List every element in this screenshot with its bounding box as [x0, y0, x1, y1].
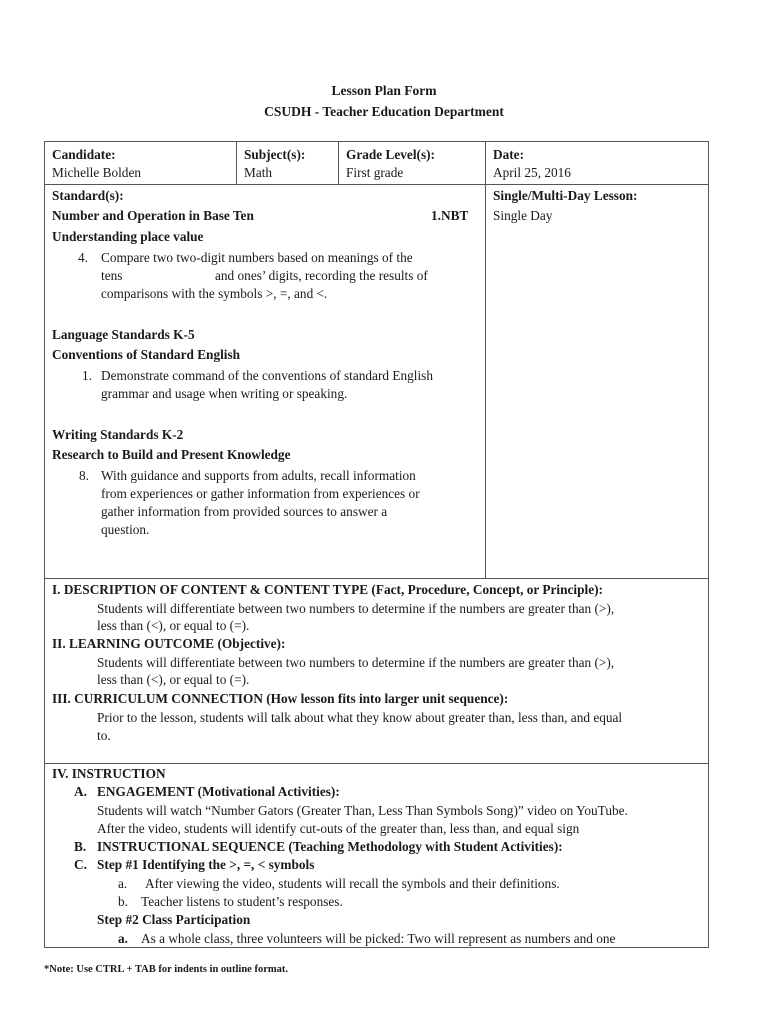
- math-standard-subheading: Understanding place value: [52, 229, 204, 244]
- instructional-sequence-heading: INSTRUCTIONAL SEQUENCE (Teaching Methodology with Student Activities):: [97, 839, 563, 854]
- language-standard-subheading: Conventions of Standard English: [52, 347, 241, 362]
- section2-line: less than (<), or equal to (=).: [97, 672, 250, 687]
- section2-line: Students will differentiate between two numbers to determine if the numbers are greater than (>),: [97, 655, 615, 670]
- language-item-line: Demonstrate command of the conventions of standard English: [101, 368, 433, 383]
- language-item-number: 1.: [82, 368, 92, 383]
- math-standard-code: 1.NBT: [431, 208, 469, 223]
- writing-item-line: question.: [101, 522, 150, 537]
- candidate-label: Candidate:: [52, 147, 116, 162]
- step1-b-label: b.: [118, 894, 128, 909]
- writing-standard-subheading: Research to Build and Present Knowledge: [52, 447, 291, 462]
- step2-heading: Step #2 Class Participation: [97, 912, 251, 927]
- writing-item-line: from experiences or gather information from experiences or: [101, 486, 420, 501]
- math-item-line: Compare two two-digit numbers based on meanings of the: [101, 250, 413, 265]
- section2-heading: II. LEARNING OUTCOME (Objective):: [52, 636, 286, 651]
- section4-heading: IV. INSTRUCTION: [52, 766, 166, 781]
- form-title: Lesson Plan Form: [331, 83, 437, 98]
- math-item-line: tens: [101, 268, 123, 283]
- section4-a-label: A.: [74, 784, 87, 799]
- writing-standard-heading: Writing Standards K-2: [52, 427, 184, 442]
- step1-a-text: After viewing the video, students will recall the symbols and their definitions.: [145, 876, 560, 891]
- engagement-line: Students will watch “Number Gators (Greater Than, Less Than Symbols Song)” video on YouTube.: [97, 803, 628, 818]
- math-item-line: comparisons with the symbols >, =, and <.: [101, 286, 328, 301]
- math-item-number: 4.: [78, 250, 88, 265]
- math-standard-heading: Number and Operation in Base Ten: [52, 208, 254, 223]
- section3-line: Prior to the lesson, students will talk about what they know about greater than, less than, and equal: [97, 710, 623, 725]
- footer-note: *Note: Use CTRL + TAB for indents in outline format.: [44, 964, 288, 975]
- date-label: Date:: [493, 147, 525, 162]
- section4-c-label: C.: [74, 857, 87, 872]
- step2-a-label: a.: [118, 931, 128, 946]
- subjects-value: Math: [244, 165, 273, 180]
- grade-value: First grade: [346, 165, 404, 180]
- step1-b-text: Teacher listens to student’s responses.: [141, 894, 343, 909]
- math-item-line: and ones’ digits, recording the results of: [215, 268, 428, 283]
- engagement-line: After the video, students will identify cut-outs of the greater than, less than, and equal sign: [97, 821, 580, 836]
- section4-b-label: B.: [74, 839, 87, 854]
- standards-label: Standard(s):: [52, 188, 124, 203]
- writing-item-number: 8.: [79, 468, 89, 483]
- section1-line: less than (<), or equal to (=).: [97, 618, 250, 633]
- date-value: April 25, 2016: [493, 165, 571, 180]
- language-standard-heading: Language Standards K-5: [52, 327, 195, 342]
- grade-label: Grade Level(s):: [346, 147, 435, 162]
- section1-heading: I. DESCRIPTION OF CONTENT & CONTENT TYPE (Fact, Procedure, Concept, or Principle):: [52, 582, 603, 597]
- lesson-type-value: Single Day: [493, 208, 553, 223]
- step1-a-label: a.: [118, 876, 128, 891]
- step1-heading: Step #1 Identifying the >, =, < symbols: [97, 857, 315, 872]
- engagement-heading: ENGAGEMENT (Motivational Activities):: [97, 784, 340, 799]
- subjects-label: Subject(s):: [244, 147, 306, 162]
- section1-line: Students will differentiate between two numbers to determine if the numbers are greater than (>),: [97, 601, 615, 616]
- language-item-line: grammar and usage when writing or speaking.: [101, 386, 348, 401]
- candidate-value: Michelle Bolden: [52, 165, 141, 180]
- step2-a-text: As a whole class, three volunteers will be picked: Two will represent as numbers and one: [141, 931, 616, 946]
- lesson-type-label: Single/Multi-Day Lesson:: [493, 188, 638, 203]
- section3-line: to.: [97, 728, 111, 743]
- form-subtitle: CSUDH - Teacher Education Department: [264, 104, 504, 119]
- writing-item-line: With guidance and supports from adults, recall information: [101, 468, 416, 483]
- section3-heading: III. CURRICULUM CONNECTION (How lesson fits into larger unit sequence):: [52, 691, 509, 706]
- writing-item-line: gather information from provided sources to answer a: [101, 504, 388, 519]
